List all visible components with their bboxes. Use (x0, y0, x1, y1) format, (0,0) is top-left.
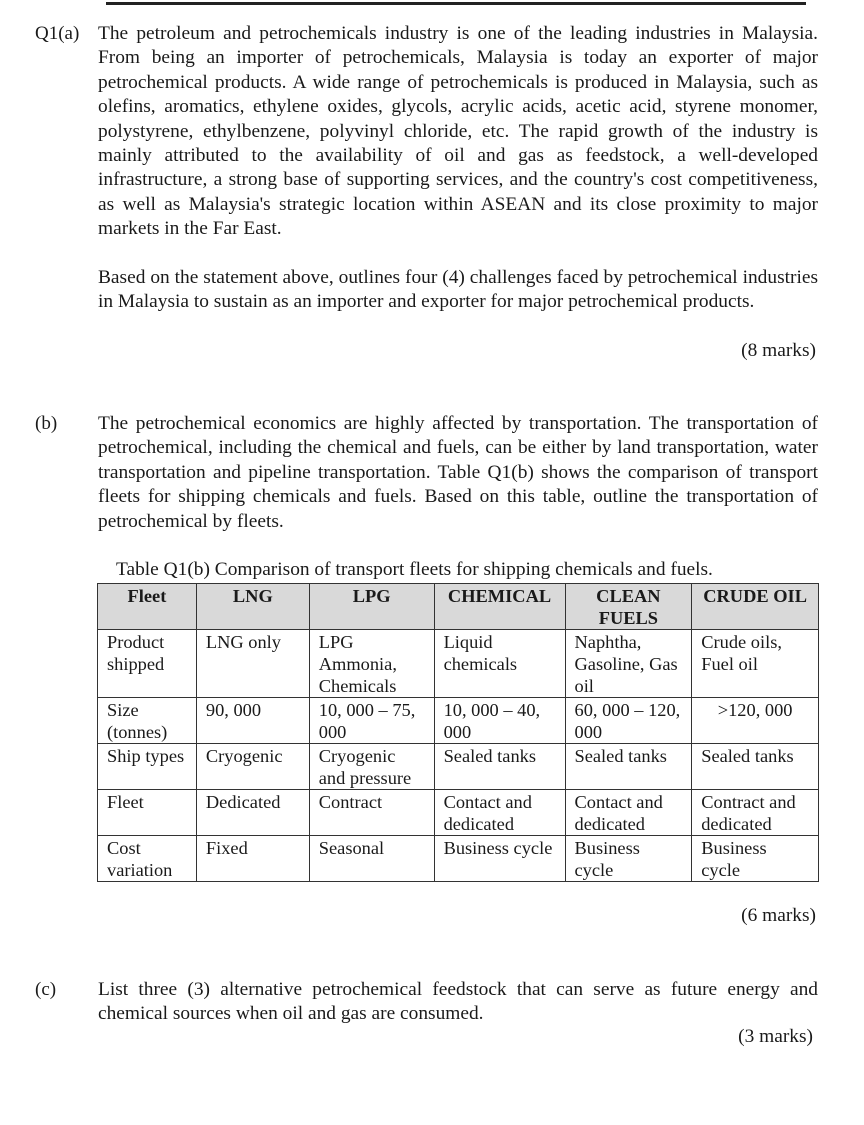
table-row (98, 630, 819, 698)
table-cell: Contact and dedicated (434, 790, 565, 836)
table-row (98, 836, 819, 882)
header-cell: CLEAN FUELS (565, 584, 692, 630)
header-cell: LNG (196, 584, 309, 630)
top-rule (106, 2, 806, 5)
question-label-q1c: (c) (35, 979, 57, 1000)
table-cell: Ship types (98, 744, 197, 790)
header-cell: LPG (309, 584, 434, 630)
header-cell: Fleet (98, 584, 197, 630)
table-cell: Product shipped (98, 630, 197, 698)
question-label-q1b: (b) (35, 413, 58, 434)
table-cell: Dedicated (196, 790, 309, 836)
q1b-paragraph: The petrochemical economics are highly affected by transportation. The transportation of petrochemical, including the chemical and fuels, can be either by land transportation, water transportation and pipeline transportation. Table Q1(b) shows the comparison of transport fleets for shipping chemicals and fuels. Based on this table, outline the transportation of petrochemical by fleets. (98, 413, 818, 532)
header-cell: CHEMICAL (434, 584, 565, 630)
table-cell: 10, 000 – 40, 000 (434, 698, 565, 744)
table-cell: LNG only (196, 630, 309, 698)
table-cell: Sealed tanks (565, 744, 692, 790)
table-cell: 60, 000 – 120, 000 (565, 698, 692, 744)
table-cell: Cryogenic and pressure (309, 744, 434, 790)
table-cell: Cryogenic (196, 744, 309, 790)
table-row (98, 698, 819, 744)
table-cell: Naphtha, Gasoline, Gas oil (565, 630, 692, 698)
table-cell: 10, 000 – 75, 000 (309, 698, 434, 744)
q1a-paragraph-1: The petroleum and petrochemicals industry is one of the leading industries in Malaysia. From being an importer of petrochemicals, Malaysia is today an exporter of major petrochemical products. A wide range of petrochemicals is produced in Malaysia, such as olefins, aromatics, ethylene oxides, glycols, acrylic acids, acetic acid, styrene monomer, polystyrene, ethylbenzene, polyvinyl chloride, etc. The rapid growth of the industry is mainly attributed to the availability of oil and gas as feedstock, a well-developed infrastructure, a strong base of supporting services, and the country's cost competitiveness, as well as Malaysia's strategic location within ASEAN and its close proximity to major markets in the Far East. (98, 23, 818, 240)
q1a-marks: (8 marks) (741, 340, 816, 361)
header-cell: CRUDE OIL (692, 584, 819, 630)
table-cell: Sealed tanks (434, 744, 565, 790)
table-cell: Liquid chemicals (434, 630, 565, 698)
table-cell: Size (tonnes) (98, 698, 197, 744)
table-cell: Fixed (196, 836, 309, 882)
table-cell: Contract and dedicated (692, 790, 819, 836)
table-cell: Crude oils, Fuel oil (692, 630, 819, 698)
table-row (98, 790, 819, 836)
question-label-q1a: Q1(a) (35, 23, 80, 44)
table-cell: Sealed tanks (692, 744, 819, 790)
q1a-paragraph-2: Based on the statement above, outlines four (4) challenges faced by petrochemical industries in Malaysia to sustain as an importer and exporter for major petrochemical products. (98, 267, 818, 313)
table-caption: Table Q1(b) Comparison of transport fleets for shipping chemicals and fuels. (116, 559, 713, 580)
table-cell: Contact and dedicated (565, 790, 692, 836)
table-row (98, 744, 819, 790)
table-cell: >120, 000 (692, 698, 819, 744)
q1b-marks: (6 marks) (741, 905, 816, 926)
table-cell: Business cycle (434, 836, 565, 882)
table-cell: 90, 000 (196, 698, 309, 744)
table-cell: LPG Ammonia, Chemicals (309, 630, 434, 698)
table-cell: Fleet (98, 790, 197, 836)
table-cell: Contract (309, 790, 434, 836)
q1c-marks: (3 marks) (738, 1026, 813, 1047)
table-header-row (98, 584, 819, 630)
table-cell: Business cycle (692, 836, 819, 882)
table-cell: Cost variation (98, 836, 197, 882)
fleet-comparison-table (97, 583, 819, 882)
table-cell: Business cycle (565, 836, 692, 882)
table-cell: Seasonal (309, 836, 434, 882)
q1c-paragraph: List three (3) alternative petrochemical feedstock that can serve as future energy and chemical sources when oil and gas are consumed. (98, 979, 818, 1025)
